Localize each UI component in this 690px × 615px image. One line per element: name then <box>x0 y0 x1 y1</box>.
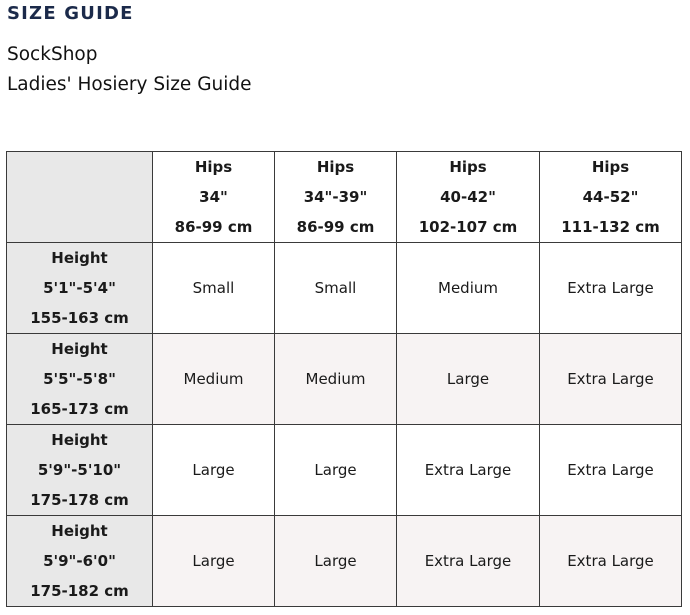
size-cell: Large <box>397 334 540 425</box>
height-feet: 5'9"-5'10" <box>37 461 122 479</box>
size-cell: Large <box>153 425 275 516</box>
size-cell: Extra Large <box>540 516 682 607</box>
hips-label: Hips <box>591 158 630 176</box>
guide-title: Ladies' Hosiery Size Guide <box>7 74 252 95</box>
height-label: Height <box>51 522 108 540</box>
size-cell: Medium <box>275 334 397 425</box>
table-row <box>7 334 682 425</box>
height-row-header <box>7 334 153 425</box>
size-cell: Extra Large <box>540 425 682 516</box>
size-guide-table <box>6 151 682 607</box>
height-row-header <box>7 243 153 334</box>
size-cell: Extra Large <box>397 516 540 607</box>
table-header-row <box>7 152 682 243</box>
size-cell: Large <box>153 516 275 607</box>
size-cell: Extra Large <box>397 425 540 516</box>
brand-name: SockShop <box>7 44 98 65</box>
hips-cm: 102-107 cm <box>418 218 518 236</box>
hips-inches: 34" <box>199 188 228 206</box>
hips-cm: 111-132 cm <box>561 218 660 236</box>
page-heading: SIZE GUIDE <box>7 3 134 24</box>
size-cell: Medium <box>153 334 275 425</box>
height-cm: 155-163 cm <box>30 309 129 327</box>
table-row <box>7 425 682 516</box>
hips-label: Hips <box>316 158 355 176</box>
hips-column-header <box>275 152 397 243</box>
size-cell: Extra Large <box>540 243 682 334</box>
size-cell: Large <box>275 516 397 607</box>
height-feet: 5'1"-5'4" <box>43 279 116 297</box>
height-label: Height <box>51 431 108 449</box>
size-cell: Large <box>275 425 397 516</box>
height-feet: 5'9"-6'0" <box>43 552 116 570</box>
hips-column-header <box>153 152 275 243</box>
size-cell: Extra Large <box>540 334 682 425</box>
table-row <box>7 243 682 334</box>
hips-cm: 86-99 cm <box>296 218 375 236</box>
size-cell: Medium <box>397 243 540 334</box>
height-row-header <box>7 425 153 516</box>
height-cm: 175-182 cm <box>30 582 129 600</box>
hips-inches: 44-52" <box>582 188 639 206</box>
table-row <box>7 516 682 607</box>
hips-cm: 86-99 cm <box>174 218 253 236</box>
table-corner-cell <box>7 152 153 243</box>
height-label: Height <box>51 249 108 267</box>
size-cell: Small <box>275 243 397 334</box>
hips-column-header <box>540 152 682 243</box>
height-label: Height <box>51 340 108 358</box>
hips-inches: 34"-39" <box>303 188 368 206</box>
hips-column-header <box>397 152 540 243</box>
size-cell: Small <box>153 243 275 334</box>
hips-inches: 40-42" <box>440 188 496 206</box>
height-cm: 175-178 cm <box>30 491 129 509</box>
height-feet: 5'5"-5'8" <box>43 370 116 388</box>
height-row-header <box>7 516 153 607</box>
height-cm: 165-173 cm <box>30 400 129 418</box>
hips-label: Hips <box>449 158 487 176</box>
hips-label: Hips <box>194 158 233 176</box>
